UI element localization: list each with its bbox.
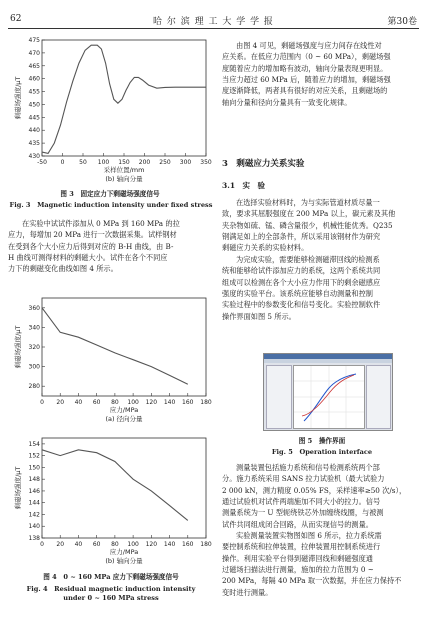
plot-frame	[42, 40, 206, 156]
y-tick-label: 280	[28, 383, 40, 391]
x-tick-label: 180	[200, 399, 212, 406]
series-line	[42, 450, 188, 521]
right-para1-line: 致，要求其屈服强度在 200 MPa 以上，碳元素及其他	[222, 209, 396, 219]
x-tick-label: 140	[163, 399, 176, 406]
right-intro-line: 当应力超过 60 MPa 后，随着应力的增加，剩磁场强	[222, 74, 391, 84]
x-tick-label: 160	[182, 399, 194, 406]
right-para3-line: 2 000 kN，测力精度 0.05% FS，采样速率≥50 次/s），	[222, 485, 407, 495]
fig5-caption-cn: 图 5 操作界面	[298, 437, 346, 445]
x-tick-label: 160	[182, 541, 194, 548]
right-para2-line: 强度的实验平台。该系统应能够自动测量和控制	[222, 288, 373, 298]
y-tick-label: 146	[28, 487, 40, 495]
y-tick-label: 142	[28, 511, 40, 519]
y-tick-label: 440	[28, 127, 40, 135]
fig3-caption-cn: 图 3 固定应力下剩磁场强度信号	[60, 190, 160, 198]
x-tick-label: 0	[60, 159, 65, 166]
right-para4-line: 要控制系统和拉伸装置，拉伸装置用控制系统进行	[222, 542, 381, 552]
x-tick-label: 80	[111, 541, 119, 548]
x-tick-label: 20	[56, 541, 65, 548]
journal-title: 哈 尔 滨 理 工 大 学 学 报	[153, 17, 274, 27]
x-axis-label: 应力/MPa	[109, 548, 139, 556]
y-tick-label: 450	[28, 101, 40, 109]
y-axis-label: 剩磁场强度/μT	[14, 466, 22, 510]
thumbnail-plot-area	[293, 365, 365, 429]
thumbnail-toolbar	[264, 359, 392, 363]
right-intro-line: 度随着应力的增加略有波动，轴向分量表现更明显。	[222, 63, 388, 73]
x-tick-label: 100	[127, 399, 139, 406]
header-rule	[8, 28, 419, 29]
series-line	[42, 45, 206, 153]
y-tick-label: 154	[28, 440, 40, 448]
right-para2-line: 为完成实验，需要能够检测磁滞回线的检测系	[236, 255, 380, 264]
x-tick-label: 150	[118, 159, 130, 166]
section-3-1-heading: 3.1 实 验	[222, 181, 266, 190]
right-para4-line: 过磁场扫描法进行测量，施加的拉力范围为 0 ~	[222, 564, 374, 574]
x-tick-label: -50	[37, 159, 47, 166]
right-para3-line: 测量装置包括施力系统和信号检测系统两个部	[236, 463, 380, 472]
subfigure-label: (a) 径向分量	[105, 415, 143, 423]
right-para3-line: 分。施力系统采用 SANS 拉力试验机（最大试验力	[222, 474, 385, 484]
right-para3-line: 测量系统为一 U 型轭绕铁芯外加缠绕线圈，与被测	[222, 508, 384, 518]
x-tick-label: 120	[145, 541, 158, 548]
right-para1-line: 在选择实验材料时，为与实际管道材质尽量一	[236, 198, 380, 207]
x-tick-label: 0	[40, 541, 44, 548]
y-tick-label: 455	[28, 88, 40, 96]
y-tick-label: 470	[28, 49, 40, 57]
x-tick-label: 50	[79, 159, 87, 166]
y-axis-label: 剩磁场强度/μT	[14, 76, 22, 120]
series-line	[42, 308, 188, 384]
right-para1-line: 夹杂物如硫、锰、磷含量很少，机械性能优秀。Q235	[222, 220, 393, 230]
right-para2-line: 统和能够给试件添加应力的系统，这两个系统共同	[222, 266, 381, 276]
x-tick-label: 0	[40, 399, 44, 406]
right-para2-line: 组成可以检测在各个大小应力作用下的剩余磁感应	[222, 277, 381, 287]
right-para1-line: 钢满足如上的全部条件，所以采用该钢材作为研究	[222, 231, 381, 241]
fig3-caption-en: Fig. 3 Magnetic induction intensity under fixed stress	[9, 201, 213, 209]
y-tick-label: 152	[28, 452, 40, 460]
x-axis-label: 采样位置/mm	[103, 166, 145, 174]
volume-label: 第30卷	[387, 17, 417, 27]
operation-interface-screenshot	[263, 353, 393, 431]
left-para-line: H 曲线可测得材料的剩磁大小。试件在各个不同应	[8, 252, 168, 262]
y-tick-label: 435	[28, 140, 40, 148]
x-tick-label: 20	[56, 399, 65, 406]
left-para-line: 应力，每增加 20 MPa 进行一次数据采集。试样钢材	[8, 230, 177, 240]
y-tick-label: 460	[28, 75, 40, 83]
left-para-line: 在受到各个大小应力后得到对应的 B-H 曲线，由 B-	[8, 241, 174, 251]
thumbnail-side-panel	[266, 365, 292, 429]
x-tick-label: 300	[179, 159, 192, 166]
x-tick-label: 120	[145, 399, 158, 406]
x-tick-label: 60	[92, 541, 101, 548]
x-tick-label: 250	[159, 159, 171, 166]
x-tick-label: 350	[200, 159, 212, 166]
x-tick-label: 100	[127, 541, 139, 548]
x-tick-label: 40	[74, 541, 83, 548]
thumbnail-curve	[294, 366, 364, 428]
fig5-caption-en: Fig. 5 Operation interface	[271, 448, 373, 456]
right-intro-line: 应关系。在低应力范围内（0 ~ 60 MPa），剩磁场强	[222, 52, 391, 62]
y-tick-label: 465	[28, 62, 40, 70]
subfigure-label: (b) 轴向分量	[105, 557, 143, 565]
fig4-caption-en-2: under 0 ~ 160 MPa stress	[63, 594, 159, 602]
y-tick-label: 138	[28, 535, 40, 542]
y-tick-label: 475	[28, 37, 40, 44]
left-para-line: 力下的剩磁变化曲线如图 4 所示。	[8, 264, 118, 274]
y-tick-label: 360	[28, 304, 40, 312]
x-tick-label: 60	[92, 399, 101, 406]
fig4b-chart	[8, 432, 214, 568]
left-para-line: 在实验中试试件添加从 0 MPa 到 160 MPa 的拉	[22, 219, 180, 228]
y-tick-label: 300	[28, 363, 40, 371]
right-intro-line: 由图 4 可见，剩磁场强度与应力间存在线性对	[236, 41, 382, 50]
right-intro-line: 轴向分量和径向分量具有一致变化规律。	[222, 97, 352, 107]
y-tick-label: 340	[28, 324, 40, 332]
right-para4-line: 实验测量装置实物图如图 6 所示，拉力系统需	[236, 531, 382, 540]
right-para4-line: 200 MPa，每隔 40 MPa 取一次数据，并在应力保持不	[222, 576, 402, 586]
right-para3-line: 试件共同组成闭合回路，从而实现信号的测量。	[222, 519, 373, 529]
x-tick-label: 180	[200, 541, 212, 548]
y-axis-label: 剩磁场强度/μT	[14, 325, 22, 369]
fig4-caption-cn: 图 4 0 ~ 160 MPa 应力下剩磁场强度信号	[43, 573, 179, 581]
fig3b-chart	[8, 34, 214, 186]
right-para3-line: 通过试验机对试件两端施加不同大小的拉力。信号	[222, 496, 381, 506]
y-tick-label: 140	[28, 523, 40, 531]
right-para1-line: 剩磁应力关系的实验材料。	[222, 243, 309, 253]
subfigure-label: (b) 轴向分量	[105, 175, 143, 183]
y-tick-label: 148	[28, 476, 40, 484]
x-tick-label: 40	[74, 399, 83, 406]
x-axis-label: 应力/MPa	[109, 406, 139, 414]
section-3-heading: 3 剩磁应力关系实验	[222, 159, 305, 169]
y-tick-label: 430	[28, 153, 40, 160]
right-para2-line: 实验过程中的参数变化和信号变化。实验控制软件	[222, 300, 381, 310]
right-para4-line: 操作。利用实验平台得到磁滞回线和剩磁强度通	[222, 553, 373, 563]
right-para2-line: 操作界面如图 5 所示。	[222, 311, 296, 321]
y-tick-label: 150	[28, 464, 40, 472]
x-tick-label: 100	[97, 159, 110, 166]
y-tick-label: 144	[28, 499, 40, 507]
fig4-caption-en-1: Fig. 4 Residual magnetic induction intensity	[26, 585, 196, 593]
right-intro-line: 度逐渐降低，两者具有很好的对应关系，且剩磁场的	[222, 86, 388, 96]
y-tick-label: 320	[28, 344, 40, 351]
fig4a-chart	[8, 292, 214, 426]
right-para4-line: 变时进行测量。	[222, 587, 273, 597]
thumbnail-right-panel	[366, 365, 391, 429]
page-number: 62	[10, 14, 22, 24]
x-tick-label: 200	[138, 159, 151, 166]
y-tick-label: 445	[28, 114, 40, 122]
x-tick-label: 140	[163, 541, 176, 548]
x-tick-label: 80	[111, 399, 119, 406]
